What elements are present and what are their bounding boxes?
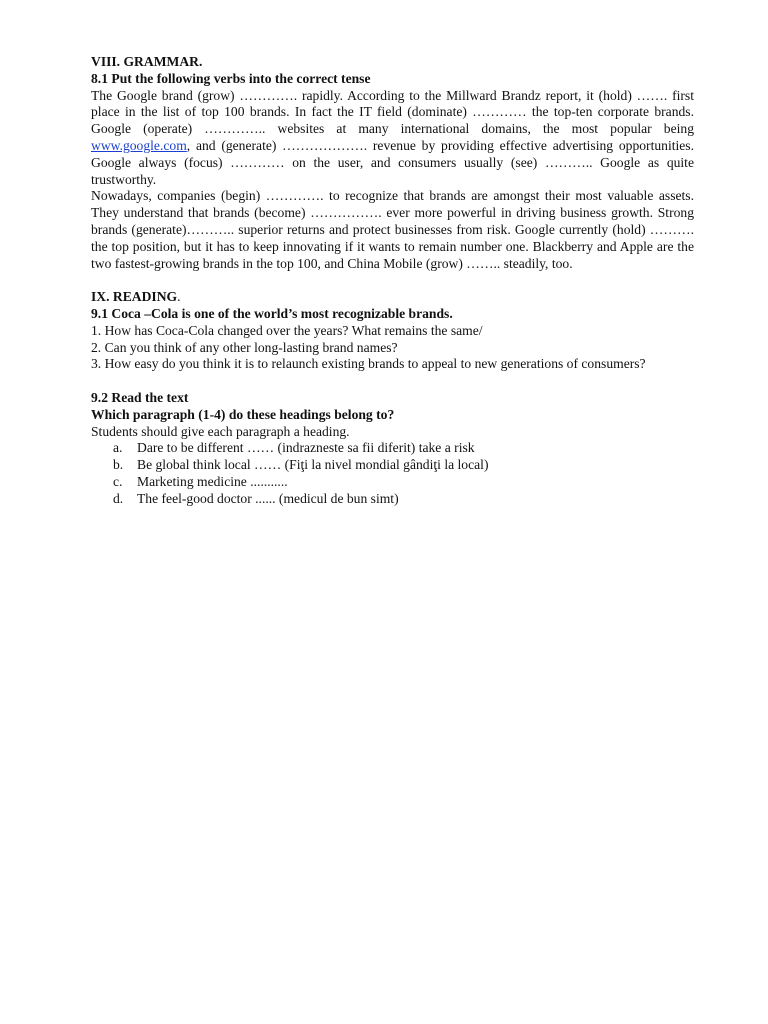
list-item-text: The feel-good doctor ...... (medicul de bun simt)	[137, 490, 399, 506]
reading-section-heading: IX. READING	[91, 289, 178, 305]
question-2: 2. Can you think of any other long-lasting brand names?	[91, 339, 398, 355]
list-item	[91, 440, 694, 457]
list-item-text: Be global think local …… (Fiţi la nivel mondial gândiţi la local)	[137, 457, 489, 473]
list-marker: a.	[113, 440, 123, 456]
list-marker: d.	[113, 490, 124, 506]
question-3: 3. How easy do you think it is to relaunch existing brands to appeal to new generations of consumers?	[91, 356, 646, 372]
list-item	[91, 457, 694, 474]
grammar-task-title: 8.1 Put the following verbs into the correct tense	[91, 70, 371, 86]
list-item	[91, 491, 694, 508]
list-item-text: Marketing medicine ...........	[137, 473, 288, 489]
reading-task-2-subtitle: Which paragraph (1-4) do these headings belong to?	[91, 406, 395, 422]
question-1: 1. How has Coca-Cola changed over the years? What remains the same/	[91, 322, 483, 338]
list-marker: b.	[113, 457, 124, 473]
reading-instruction: Students should give each paragraph a heading.	[91, 423, 350, 439]
grammar-paragraph-1	[91, 88, 694, 189]
heading-options-list	[91, 440, 694, 507]
list-item	[91, 474, 694, 491]
reading-task-1-title: 9.1 Coca –Cola is one of the world’s most recognizable brands.	[91, 305, 453, 321]
reading-section-heading-line	[91, 289, 694, 306]
grammar-section-heading: VIII. GRAMMAR.	[91, 54, 203, 69]
list-item-text: Dare to be different …… (indrazneste sa fii diferit) take a risk	[137, 440, 475, 456]
document-content	[91, 54, 694, 508]
grammar-paragraph-1-start: The Google brand (grow) …………. rapidly. According to the Millward Brandz report, it (hold) ……. first place in the list of top 100 brands. In fact the IT field (dominate) ………… the top-ten corporate brands. Google (operate) ………….. websites at many international domains, the most popular being	[91, 87, 694, 137]
spacer	[91, 373, 694, 390]
google-link[interactable]: www.google.com	[91, 137, 187, 153]
grammar-paragraph-2: Nowadays, companies (begin) …………. to recognize that brands are amongst their most valuable assets. They understand that brands (become) ……………. ever more powerful in driving business growth. Strong brands (generate)……….. superior returns and protect businesses from risk. Google currently (hold) ………. the top position, but it has to keep innovating if it wants to remain number one. Blackberry and Apple are the two fastest-growing brands in the top 100, and China Mobile (grow) …….. steadily, too.	[91, 188, 694, 271]
list-marker: c.	[113, 473, 123, 489]
spacer	[91, 272, 694, 289]
reading-task-2-title: 9.2 Read the text	[91, 389, 189, 405]
reading-heading-dot: .	[177, 289, 181, 305]
grammar-paragraph-1-end: , and (generate) ………………. revenue by providing effective advertising opportunities. Google always (focus) ………… on the user, and consumers usually (see) ……….. Google as quite trustworthy.	[91, 137, 694, 187]
